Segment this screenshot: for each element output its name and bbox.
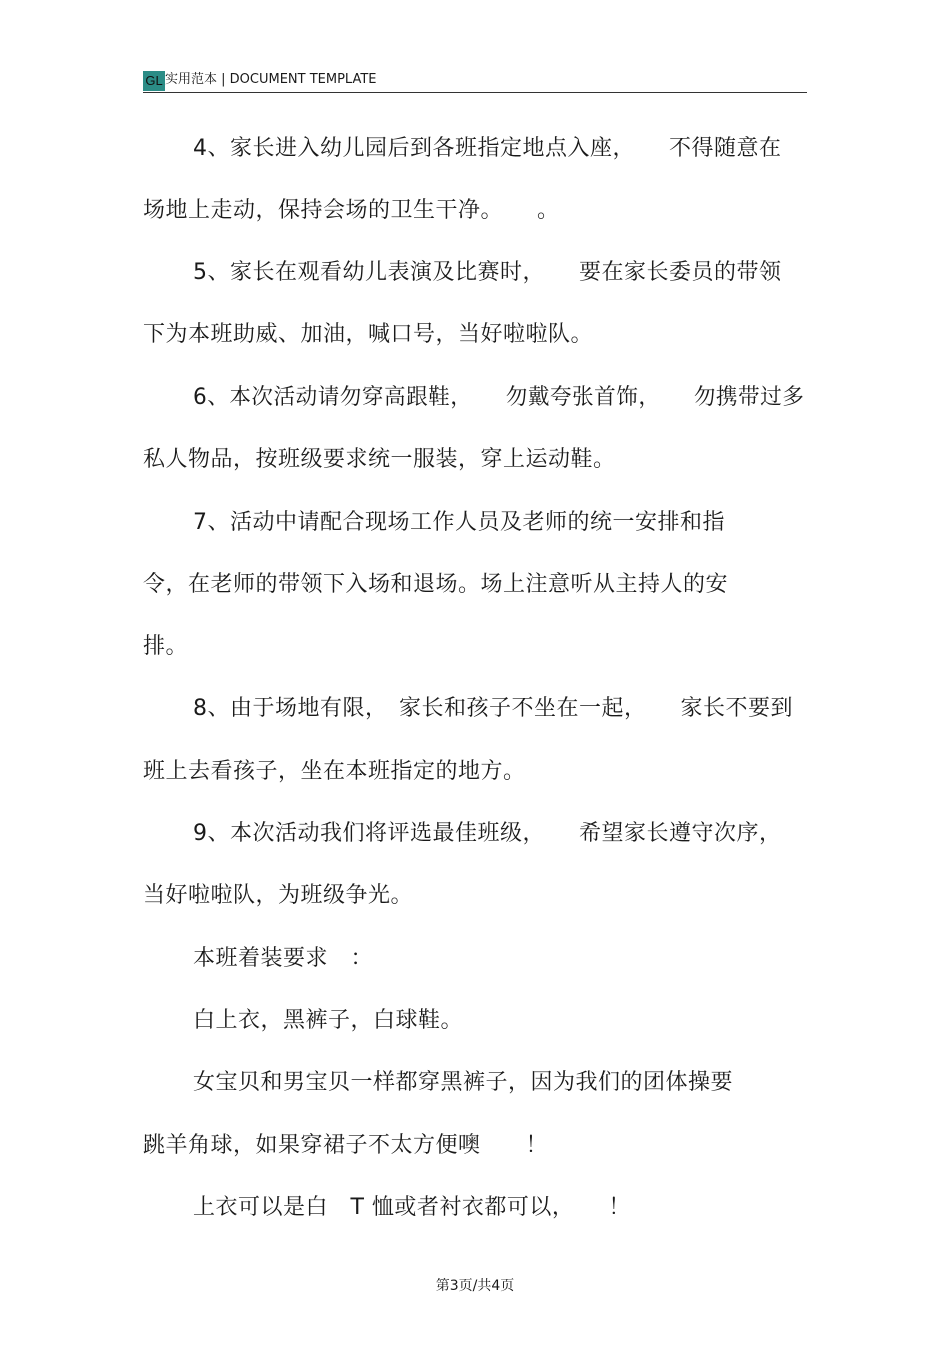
paragraph-line: 当好啦啦队，为班级争光。 [143,883,414,908]
header-title: 实用范本 | DOCUMENT TEMPLATE [165,72,377,87]
paragraph-line: 排。 [143,634,189,659]
paragraph-line: 6、本次活动请勿穿高跟鞋， 勿戴夸张首饰， 勿携带过多 [193,385,805,410]
document-header [143,70,807,93]
paragraph-line: 7、活动中请配合现场工作人员及老师的统一安排和指 [193,510,725,535]
paragraph-line: 9、本次活动我们将评选最佳班级， 希望家长遵守次序， [193,821,782,846]
paragraph-line: 女宝贝和男宝贝一样都穿黑裤子，因为我们的团体操要 [193,1070,734,1095]
paragraph-line: 跳羊角球，如果穿裙子不太方便噢 ！ [143,1133,549,1158]
paragraph-line: 上衣可以是白 T 恤或者衬衣都可以， ！ [193,1195,631,1220]
paragraph-line: 下为本班助威、加油，喊口号，当好啦啦队。 [143,322,594,347]
paragraph-line: 5、家长在观看幼儿表演及比赛时， 要在家长委员的带领 [193,260,782,285]
paragraph-line: 场地上走动，保持会场的卫生干净。 。 [143,198,560,223]
paragraph-line: 白上衣，黑裤子，白球鞋。 [193,1008,464,1033]
paragraph-line: 令，在老师的带领下入场和退场。场上注意听从主持人的安 [143,572,729,597]
paragraph-line: 8、由于场地有限， 家长和孩子不坐在一起， 家长不要到 [193,696,793,721]
logo-badge: GL [143,71,165,91]
paragraph-line: 4、家长进入幼儿园后到各班指定地点入座， 不得随意在 [193,136,782,161]
paragraph-line: 班上去看孩子，坐在本班指定的地方。 [143,759,526,784]
paragraph-line: 私人物品，按班级要求统一服装，穿上运动鞋。 [143,447,616,472]
paragraph-line: 本班着装要求 ： [193,946,374,971]
page-number: 第3页/共4页 [435,1278,515,1294]
